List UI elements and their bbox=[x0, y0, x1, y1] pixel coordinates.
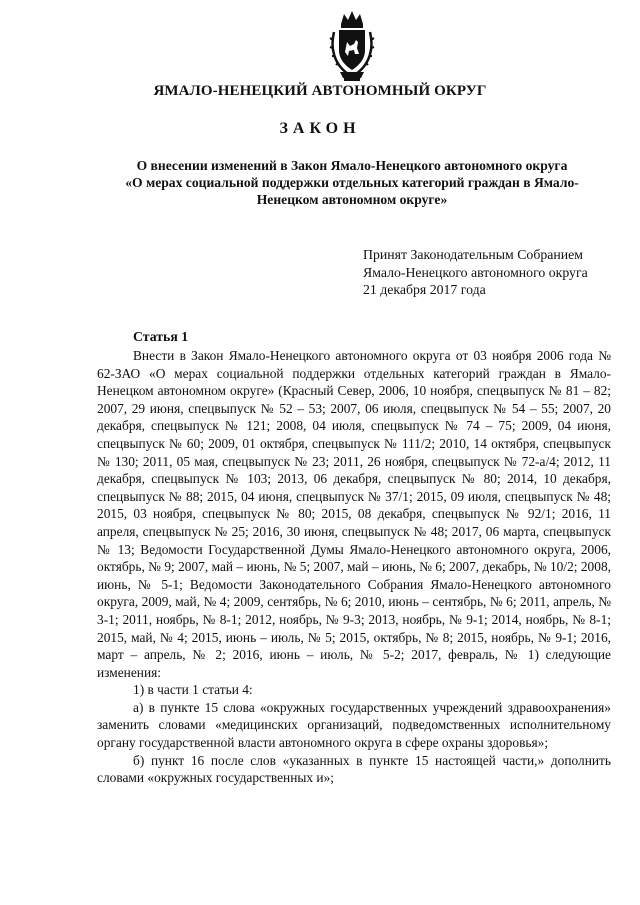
adoption-note bbox=[363, 246, 588, 299]
article-paragraph: б) пункт 16 после слов «указанных в пункте 15 настоящей части,» дополнить словами «окружных государственных и»; bbox=[97, 752, 611, 786]
subject-line: Ненецком автономном округе» bbox=[256, 192, 448, 207]
region-title: ЯМАЛО-НЕНЕЦКИЙ АВТОНОМНЫЙ ОКРУГ bbox=[153, 83, 487, 99]
adoption-line: Принят Законодательным Собранием bbox=[363, 247, 583, 262]
article-paragraph: 1) в части 1 статьи 4: bbox=[133, 682, 253, 698]
article-title: Статья 1 bbox=[133, 329, 189, 344]
coat-of-arms-icon bbox=[328, 8, 376, 82]
article-paragraph: Внести в Закон Ямало-Ненецкого автономного округа от 03 ноября 2006 года № 62-ЗАО «О мерах социальной поддержки отдельных категорий граждан в Ямало-Ненецком автономном округе» (Красный Север, 2006, 10 ноября, спецвыпуск № 81 – 82; 2007, 29 июня, спецвыпуск № 52 – 53; 2007, 06 июля, спецвыпуск № 54 – 55; 2007, 20 декабря, спецвыпуск № 121; 2008, 04 июля, спецвыпуск № 74 – 75; 2009, 04 июня, спецвыпуск № 60; 2009, 01 октября, спецвыпуск № 111/2; 2010, 14 октября, спецвыпуск № 130; 2011, 05 мая, спецвыпуск № 23; 2011, 26 ноября, спецвыпуск № 72-а/4; 2012, 11 декабря, спецвыпуск № 103; 2013, 06 декабря, спецвыпуск № 80; 2014, 10 декабря, спецвыпуск № 88; 2015, 04 июня, спецвыпуск № 37/1; 2015, 09 июля, спецвыпуск № 48; 2015, 03 ноября, спецвыпуск № 80; 2015, 08 декабря, спецвыпуск № 92/1; 2016, 11 апреля, спецвыпуск № 25; 2016, 30 июня, спецвыпуск № 48; 2017, 06 марта, спецвыпуск № 13; Ведомости Государственной Думы Ямало-Ненецкого автономного округа, 2006, октябрь, № 9; 2007, май – июнь, № 5; 2007, май – июнь, № 6; 2007, декабрь, № 10/2; 2008, июнь, № 5-1; Ведомости Законодательного Собрания Ямало-Ненецкого автономного округа, 2009, май, № 4; 2009, сентябрь, № 6; 2010, июнь – сентябрь, № 6; 2011, апрель, № 3-1; 2011, ноябрь, № 8-1; 2012, ноябрь, № 9-3; 2013, ноябрь, № 9-1; 2014, ноябрь, № 8-1; 2015, май, № 4; 2015, июнь – июль, № 5; 2015, октябрь, № 8; 2015, ноябрь, № 9-1; 2016, март – апрель, № 2; 2016, июнь – июль, № 5-2; 2017, февраль, № 1) следующие изменения: bbox=[97, 348, 611, 680]
adoption-line: Ямало-Ненецкого автономного округа bbox=[363, 264, 588, 280]
document-type: ЗАКОН bbox=[279, 120, 361, 137]
article-paragraph: а) в пункте 15 слова «окружных государственных учреждений здравоохранения» заменить словами «медицинских организаций, подведомственных исполнительному органу государственной власти автономного округа в сфере охраны здоровья»; bbox=[97, 699, 611, 751]
subject-line: О внесении изменений в Закон Ямало-Ненецкого автономного округа bbox=[136, 158, 568, 173]
law-subject bbox=[90, 157, 614, 208]
article-body bbox=[97, 347, 611, 787]
subject-line: «О мерах социальной поддержки отдельных категорий граждан в Ямало- bbox=[125, 175, 579, 190]
adoption-date: 21 декабря 2017 года bbox=[363, 282, 486, 297]
